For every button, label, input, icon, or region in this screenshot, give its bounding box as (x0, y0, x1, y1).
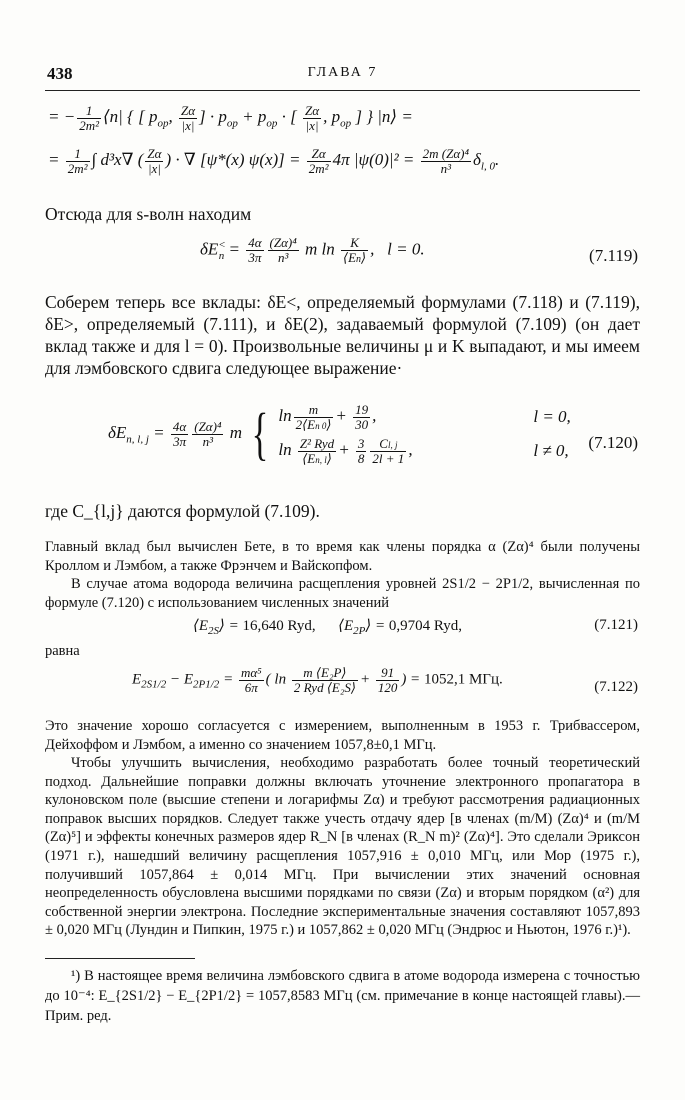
paragraph-collect-contributions: Соберем теперь все вклады: δE<, определяемый формулами (7.118) и (7.119), δE>, определяемый (7.111), и δE(2), задаваемый формулой (7.109) (он дает вклад также и для l = 0). Произвольные величины μ и K выпадают, и мы имеем для лэмбовского сдвига следующее выражение· (45, 292, 640, 378)
page-number: 438 (47, 64, 73, 83)
paragraph-equals: равна (45, 643, 80, 659)
paragraph-bethe: Главный вклад был вычислен Бете, в то время как члены порядка α (Zα)⁴ были получены Кроллом и Лэмбом, а также Фрэнчем и Вайскопфом. (45, 539, 640, 574)
header-rule (45, 90, 640, 91)
equation-7-120: $\delta E_{n, l, j}$ = $\frac{4\alpha}{3\pi}$ $\frac{\text{(Zα)⁴}}{\text{n³}}$ m { ln $\frac{m}{2⟨En 0⟩}$ + $\frac{19}{30}$ , l = 0, ln $\frac{\text{Z² Ryd}}{⟨En, l⟩}$ + $\frac{3}{8}$ $\frac{Cl, j}{2l + 1}$ , l ≠ 0, (108, 401, 571, 466)
equation-7-119: $\delta E^<_n$ = $\frac{4\alpha}{3\pi}$ $\frac{\text{(Zα)⁴}}{\text{n³}}$ m ln $\frac{K}{⟨En⟩}$ , l = 0. (200, 235, 425, 266)
paragraph-hydrogen: В случае атома водорода величина расщепления уровней 2S1/2 − 2P1/2, вычисленная по формуле (7.120) с использованием численных значений (45, 576, 640, 611)
equation-number-7-119: (7.119) (589, 246, 638, 265)
paragraph-s-waves: Отсюда для s-волн находим (45, 204, 252, 224)
equation-7-122: $E_{2S1/2} - E_{2P1/2}$ = $\frac{\text{mα⁵}}{6\pi}$ ( ln $\frac{\text{m ⟨E₂P⟩}}{\text{2 Ryd ⟨E₂S⟩}}$ + $\frac{91}{120}$ ) = 1052,1 МГц. (132, 665, 503, 695)
paragraph-improvements: Чтобы улучшить вычисления, необходимо разработать более точный теоретический подход. Дальнейшие поправки должны включать уточнение электронного пропагатора в кулоновском поле (высшие степени и логарифмы Zα) и требуют рассмотрения радиационных поправок высших порядков. Следует также учесть отдачу ядер [в членах (m/M) (Zα)⁴ и (m/M (Zα)⁵] и эффекты конечных размеров ядер R_N [в членах (R_N m)² (Zα)⁴]. Это сделали Эриксон (1971 г.), нашедший величину расщепления 1057,916 ± 0,010 МГц, или Мор (1975 г.), получивший 1057,864 ± 0,014 МГц. При вычислении этих значений основная неопределенность обусловлена высшими порядками по связи (Zα) и вторым порядком (α²) для собственной энергии электрона. Последние экспериментальные значения составляют 1057,893 ± 0,020 МГц (Лундин и Пипкин, 1975 г.) и 1057,862 ± 0,020 МГц (Эндрюс и Ньютон, 1976 г.)¹). (45, 755, 640, 939)
paragraph-agreement: Это значение хорошо согласуется с измерением, выполненным в 1953 г. Трибвассером, Дейхоффом и Лэмбом, а именно со значением 1057,8±0,1 МГц. (45, 718, 640, 753)
footnote: ¹) В настоящее время величина лэмбовского сдвига в атоме водорода измерена с точностью до 10⁻⁴: E_{2S1/2} − E_{2P1/2} = 1057,8583 МГц (см. примечание в конце настоящей главы).— Прим. ред. (45, 968, 640, 1024)
equation-top-line1: = − $\frac{1}{\text{2m²}}$ ⟨n| { [ $p_{op}$, $\frac{Z\alpha}{|x|}$ ] · $p_{op} + p_{op}$ · [ $\frac{Z\alpha}{|x|}$ , $p_{op}$ ] } |n⟩ = (48, 103, 413, 133)
footnote-rule (45, 958, 195, 959)
case-l-zero: ln $\frac{m}{2⟨En 0⟩}$ + $\frac{19}{30}$ , l = 0, (278, 401, 571, 432)
equation-number-7-122: (7.122) (594, 679, 638, 695)
equation-number-7-120: (7.120) (588, 433, 638, 452)
case-l-nonzero: ln $\frac{\text{Z² Ryd}}{⟨En, l⟩}$ + $\frac{3}{8}$ $\frac{Cl, j}{2l + 1}$ , l ≠ 0, (278, 435, 569, 466)
paragraph-where-c: где C_{l,j} даются формулой (7.109). (45, 501, 320, 521)
equation-number-7-121: (7.121) (594, 617, 638, 633)
equation-top-line2: = $\frac{1}{\text{2m²}}$ ∫ d³x∇ ( $\frac{Z\alpha}{|x|}$ ) · ∇ [ψ*(x) ψ(x)] = $\frac{Z\alpha}{\text{2m²}}$ 4π |ψ(0)|² = $\frac{\text{2m (Zα)⁴}}{\text{n³}}$ $\delta_{l, 0}$. (48, 146, 500, 176)
left-brace: { (251, 401, 269, 466)
running-head: ГЛАВА 7 (307, 65, 378, 80)
equation-7-121: $⟨E_{2S}⟩ = 16,640$ Ryd, $⟨E_{2P}⟩ = 0,9704$ Ryd, (193, 618, 463, 637)
page-header (45, 64, 640, 86)
